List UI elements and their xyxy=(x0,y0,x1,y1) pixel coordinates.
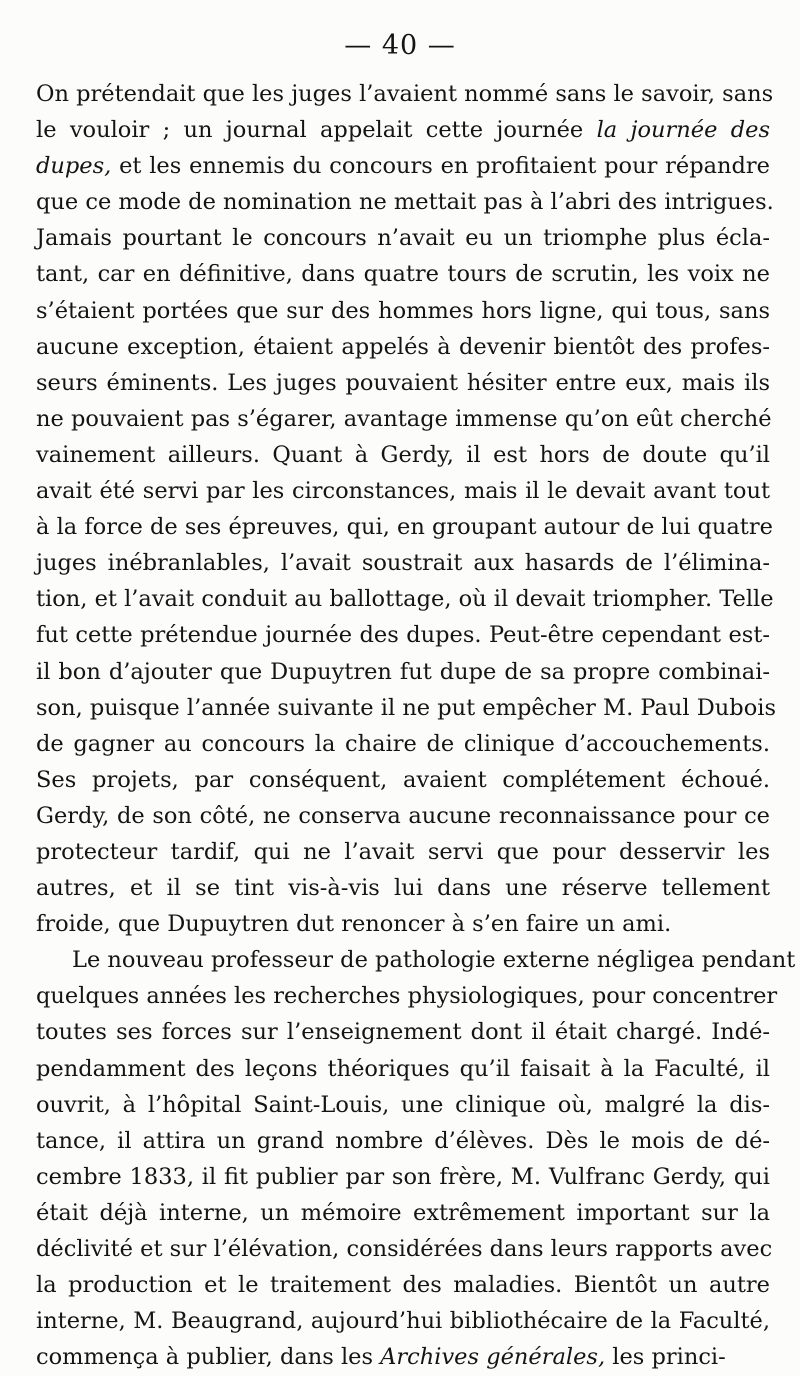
text-segment: commença à publier, dans les xyxy=(36,1344,381,1371)
text-line: de gagner au concours la chaire de clinique d’accouchements. xyxy=(36,730,770,757)
italic-text: la journée des xyxy=(596,117,770,144)
text-line: fut cette prétendue journée des dupes. Peut-être cependant est- xyxy=(36,622,770,649)
text-line: vainement ailleurs. Quant à Gerdy, il est hors de doute qu’il xyxy=(36,441,770,468)
paragraph xyxy=(36,942,796,1375)
text-line: Le nouveau professeur de pathologie externe négligea pendant xyxy=(72,947,796,974)
text-line: il bon d’ajouter que Dupuytren fut dupe de sa propre combinai- xyxy=(36,658,770,685)
text-segment: et les ennemis du concours en profitaient pour répandre xyxy=(111,153,770,180)
text-line: ne pouvaient pas s’égarer, avantage immense qu’on eût cherché xyxy=(36,405,772,432)
text-segment: le vouloir ; un journal appelait cette journée xyxy=(36,117,597,144)
paragraph xyxy=(36,76,776,942)
text-line: cembre 1833, il fit publier par son frère, M. Vulfranc Gerdy, qui xyxy=(36,1163,770,1190)
text-line xyxy=(36,1339,770,1375)
text-line xyxy=(36,148,770,184)
text-line: Ses projets, par conséquent, avaient complétement échoué. xyxy=(36,766,770,793)
text-line: interne, M. Beaugrand, aujourd’hui bibliothécaire de la Faculté, xyxy=(36,1308,770,1335)
text-line: toutes ses forces sur l’enseignement dont il était chargé. Indé- xyxy=(36,1019,770,1046)
text-line: déclivité et sur l’élévation, considérées dans leurs rapports avec xyxy=(36,1236,773,1262)
italic-text: dupes, xyxy=(36,153,112,180)
text-line: seurs éminents. Les juges pouvaient hésiter entre eux, mais ils xyxy=(36,369,770,396)
text-line: était déjà interne, un mémoire extrêmement important sur la xyxy=(36,1199,770,1226)
text-line: avait été servi par les circonstances, mais il le devait avant tout xyxy=(36,478,770,505)
body-text xyxy=(36,76,796,1375)
italic-text: Archives générales, xyxy=(380,1344,606,1371)
text-line xyxy=(36,112,770,148)
text-line: froide, que Dupuytren dut renoncer à s’en faire un ami. xyxy=(36,911,672,938)
text-line: la production et le traitement des maladies. Bientôt un autre xyxy=(36,1272,770,1299)
text-line: quelques années les recherches physiologiques, pour concentrer xyxy=(36,983,778,1010)
text-line: ouvrit, à l’hôpital Saint-Louis, une clinique où, malgré la dis- xyxy=(36,1091,770,1118)
text-line: que ce mode de nomination ne mettait pas à l’abri des intrigues. xyxy=(36,189,774,216)
text-line: aucune exception, étaient appelés à devenir bientôt des profes- xyxy=(36,333,770,360)
text-line: autres, et il se tint vis-à-vis lui dans une réserve tellement xyxy=(36,875,770,902)
text-line: son, puisque l’année suivante il ne put empêcher M. Paul Dubois xyxy=(36,694,776,721)
text-line: à la force de ses épreuves, qui, en groupant autour de lui quatre xyxy=(36,514,773,541)
text-line: juges inébranlables, l’avait soustrait aux hasards de l’élimina- xyxy=(36,550,770,577)
page-number: — 40 — xyxy=(344,30,456,61)
text-line: tance, il attira un grand nombre d’élèves. Dès le mois de dé- xyxy=(36,1127,770,1154)
text-line: On prétendait que les juges l’avaient nommé sans le savoir, sans xyxy=(36,81,774,107)
text-line: Gerdy, de son côté, ne conserva aucune reconnaissance pour ce xyxy=(36,802,770,829)
text-segment: les princi- xyxy=(605,1344,726,1371)
text-line: s’étaient portées que sur des hommes hors ligne, qui tous, sans xyxy=(36,297,770,324)
text-line: protecteur tardif, qui ne l’avait servi que pour desservir les xyxy=(36,838,770,865)
text-line: Jamais pourtant le concours n’avait eu un triomphe plus écla- xyxy=(36,225,770,252)
text-line: tant, car en définitive, dans quatre tours de scrutin, les voix ne xyxy=(36,261,770,288)
text-line: tion, et l’avait conduit au ballottage, où il devait triompher. Telle xyxy=(36,586,774,613)
text-line: pendamment des leçons théoriques qu’il faisait à la Faculté, il xyxy=(36,1055,770,1082)
